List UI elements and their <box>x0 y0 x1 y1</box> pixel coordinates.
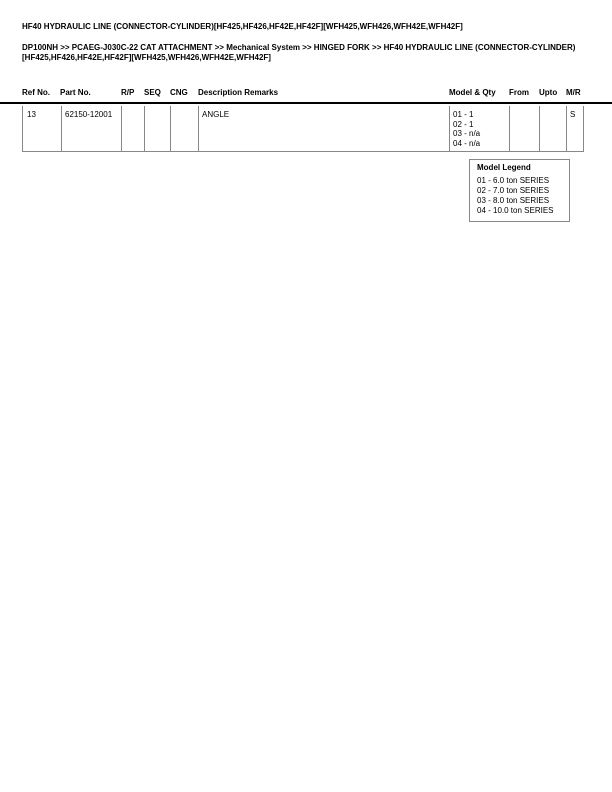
cell-from <box>509 106 539 151</box>
header-divider <box>0 102 612 104</box>
legend-item: 04 - 10.0 ton SERIES <box>477 206 554 215</box>
cell-cng <box>170 106 198 151</box>
header-ref-no: Ref No. <box>22 88 50 97</box>
cell-ref-no: 13 <box>27 110 36 119</box>
header-part-no: Part No. <box>60 88 91 97</box>
header-cng: CNG <box>170 88 188 97</box>
legend-item: 02 - 7.0 ton SERIES <box>477 186 550 195</box>
legend-item: 03 - 8.0 ton SERIES <box>477 196 550 205</box>
header-description: Description Remarks <box>198 88 279 97</box>
table-header <box>22 88 592 100</box>
model-qty-item: 02 - 1 <box>453 119 474 129</box>
cell-rp <box>121 106 144 151</box>
cell-description: ANGLE <box>202 110 230 119</box>
model-legend <box>469 159 570 222</box>
cell-part-no: 62150-12001 <box>65 110 113 119</box>
page-title: HF40 HYDRAULIC LINE (CONNECTOR-CYLINDER)[HF425,HF426,HF42E,HF42F][WFH425,WFH426,WFH42E,WFH42F] <box>22 22 463 31</box>
header-seq: SEQ <box>144 88 161 97</box>
parts-table <box>22 106 584 152</box>
breadcrumb: DP100NH >> PCAEG-J030C-22 CAT ATTACHMENT >> Mechanical System >> HINGED FORK >> HF40 HYDRAULIC LINE (CONNECTOR-CYLINDER)[HF425,HF426,HF42E,HF42F][WFH425,WFH426,WFH42E,WFH42F] <box>22 43 576 62</box>
header-model-qty: Model & Qty <box>449 88 496 97</box>
cell-upto <box>539 106 566 151</box>
header-mr: M/R <box>566 88 581 97</box>
header-from: From <box>509 88 529 97</box>
cell-model-qty <box>449 106 509 151</box>
model-qty-item: 03 - n/a <box>453 129 481 138</box>
cell-mr: S <box>570 110 576 119</box>
cell-seq <box>144 106 170 151</box>
model-qty-item: 01 - 1 <box>453 110 474 119</box>
model-qty-item: 04 - n/a <box>453 138 481 148</box>
legend-item: 01 - 6.0 ton SERIES <box>477 176 550 185</box>
header-rp: R/P <box>121 88 135 97</box>
legend-title: Model Legend <box>477 163 531 172</box>
header-upto: Upto <box>539 88 558 97</box>
